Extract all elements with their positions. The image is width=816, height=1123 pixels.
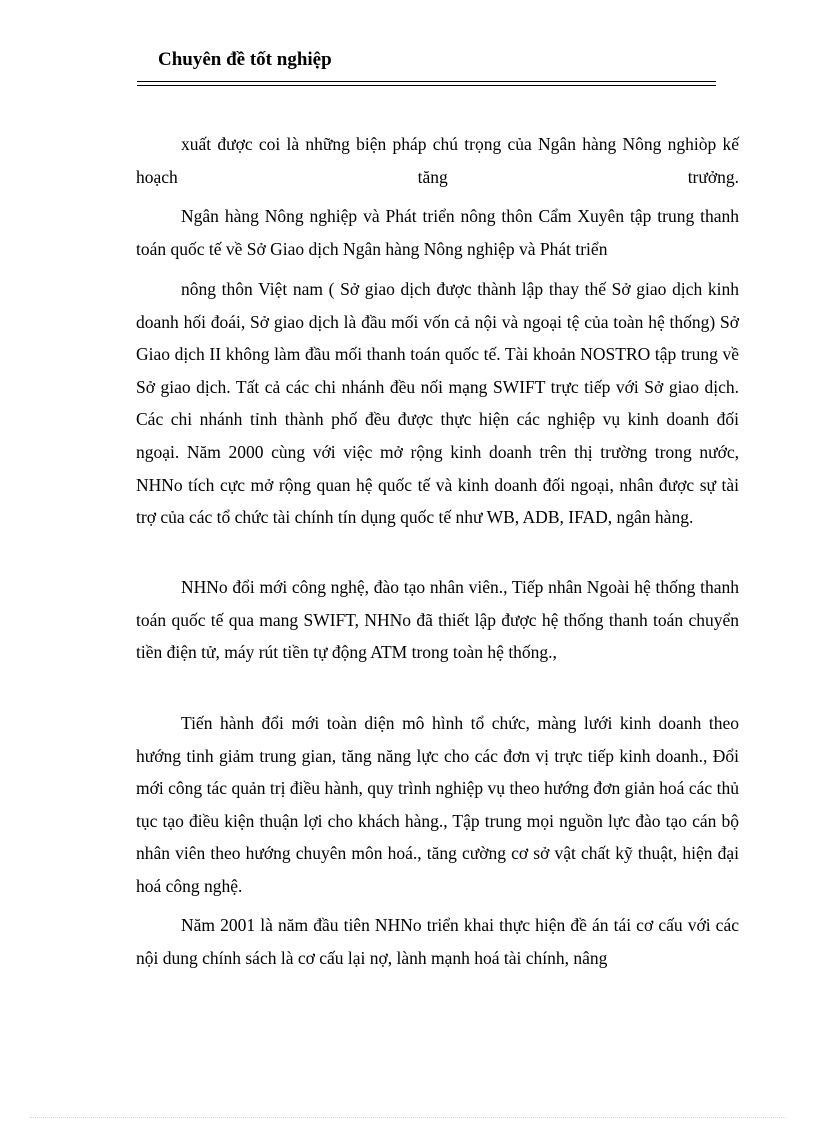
paragraph-cong-nghe: NHNo đổi mới công nghệ, đào tạo nhân viên., Tiếp nhân Ngoài hệ thống thanh toán quốc tế qua mang SWIFT, NHNo đã thiết lập được hệ thống thanh toán chuyển tiền điện tử, máy rút tiền tự động ATM trong toàn hệ thống., xyxy=(136,577,739,663)
paragraph-so-giao-dich: nông thôn Việt nam ( Sở giao dịch được thành lập thay thế Sở giao dịch kinh doanh hối đoái, Sở giao dịch là đầu mối vốn cả nội và ngoại tệ của toàn hệ thống) Sở Giao dịch II không làm đầu mối thanh toán quốc tế. Tài khoản NOSTRO tập trung về Sở giao dịch. Tất cả các chi nhánh đều nối mạng SWIFT trực tiếp với Sở giao dịch. Các chi nhánh tỉnh thành phố đều được thực hiện các nghiệp vụ kinh doanh đối ngoại. Năm 2000 cùng với việc mở rộng kinh doanh trên thị trường trong nước, NHNo tích cực mở rộng quan hệ quốc tế và kinh doanh đối ngoại, nhân được sự tài trợ của các tổ chức tài chính tín dụng quốc tế như WB, ADB, IFAD, ngân hàng. xyxy=(136,279,739,528)
page-header-title: Chuyên đề tốt nghiệp xyxy=(158,49,332,70)
header-rule-top xyxy=(137,81,716,82)
paragraph-continuation: xuất được coi là những biện pháp chú trọng của Ngân hàng Nông nghiòp kế hoạch tăng trưởng. xyxy=(136,134,739,187)
header-rule-bottom xyxy=(137,85,716,86)
paragraph-cam-xuyen: Ngân hàng Nông nghiệp và Phát triển nông thôn Cẩm Xuyên tập trung thanh toán quốc tế về Sở Giao dịch Ngân hàng Nông nghiệp và Phát triển xyxy=(136,206,739,259)
paragraph-nam-2001: Năm 2001 là năm đầu tiên NHNo triển khai thực hiện đề án tái cơ cấu với các nội dung chính sách là cơ cấu lại nợ, lành mạnh hoá tài chính, nâng xyxy=(136,915,739,968)
paragraph-doi-moi: Tiến hành đổi mới toàn diện mô hình tổ chức, màng lưới kinh doanh theo hướng tinh giảm trung gian, tăng năng lực cho các đơn vị trực tiếp kinh doanh., Đổi mới công tác quản trị điều hành, quy trình nghiệp vụ theo hướng đơn giản hoá các thủ tục tạo điều kiện thuận lợi cho khách hàng., Tập trung mọi nguồn lực đào tạo cán bộ nhân viên theo hướng chuyên môn hoá., tăng cường cơ sở vật chất kỹ thuật, hiện đại hoá công nghệ. xyxy=(136,713,739,896)
page-bottom-divider xyxy=(30,1117,786,1118)
